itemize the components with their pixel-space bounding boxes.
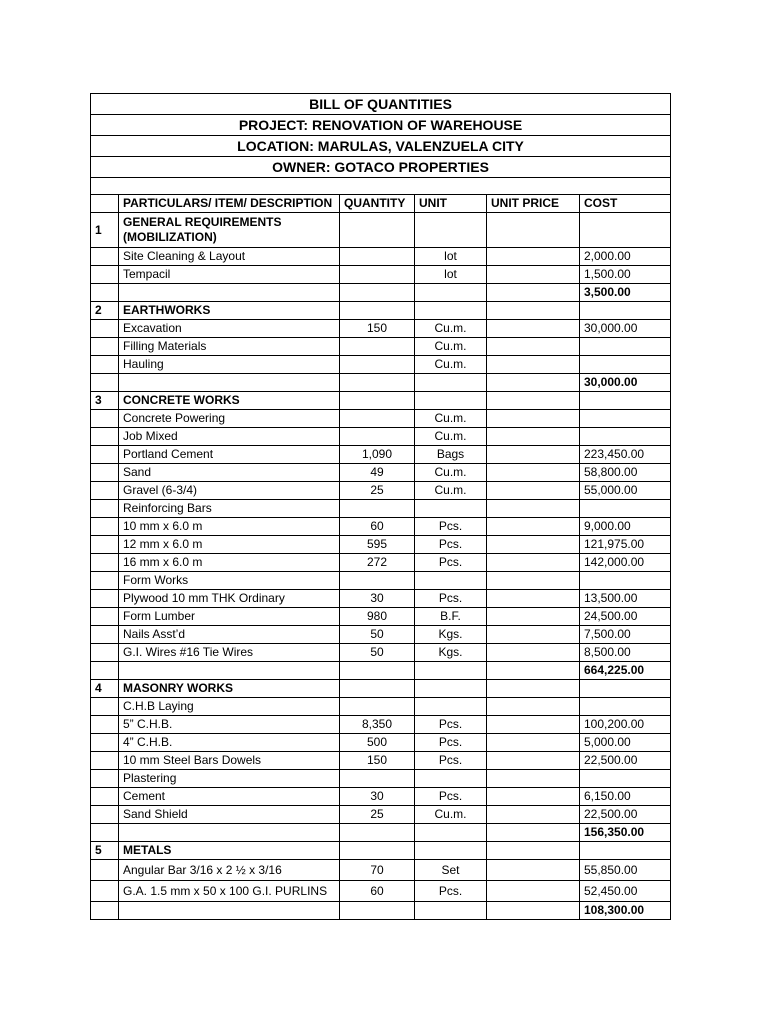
section-row (91, 680, 671, 698)
row-unit (415, 374, 487, 392)
row-quantity: 150 (340, 320, 415, 338)
row-description: Angular Bar 3/16 x 2 ½ x 3/16 (119, 860, 340, 881)
row-cost (580, 392, 671, 410)
row-quantity (340, 902, 415, 920)
row-quantity (340, 266, 415, 284)
row-description: Plywood 10 mm THK Ordinary (119, 590, 340, 608)
row-unit-price (487, 464, 580, 482)
row-description: CONCRETE WORKS (119, 392, 340, 410)
row-description: Reinforcing Bars (119, 500, 340, 518)
row-number (91, 860, 119, 881)
row-description: 10 mm x 6.0 m (119, 518, 340, 536)
item-row (91, 266, 671, 284)
row-number: 1 (91, 213, 119, 248)
row-number (91, 266, 119, 284)
item-row (91, 770, 671, 788)
row-quantity: 25 (340, 806, 415, 824)
row-cost: 5,000.00 (580, 734, 671, 752)
row-unit: Kgs. (415, 626, 487, 644)
row-unit (415, 842, 487, 860)
subtotal-row (91, 902, 671, 920)
project-line: PROJECT: RENOVATION OF WAREHOUSE (91, 115, 671, 136)
row-unit-price (487, 482, 580, 500)
item-row (91, 320, 671, 338)
row-unit: Pcs. (415, 752, 487, 770)
item-row (91, 698, 671, 716)
row-description (119, 662, 340, 680)
row-description: Job Mixed (119, 428, 340, 446)
item-row (91, 482, 671, 500)
row-number (91, 608, 119, 626)
row-unit-price (487, 698, 580, 716)
row-description: Form Lumber (119, 608, 340, 626)
row-unit-price (487, 662, 580, 680)
row-unit: Set (415, 860, 487, 881)
item-row (91, 338, 671, 356)
row-unit-price (487, 824, 580, 842)
row-unit: Cu.m. (415, 356, 487, 374)
row-unit: Pcs. (415, 554, 487, 572)
row-quantity (340, 770, 415, 788)
row-quantity: 8,350 (340, 716, 415, 734)
row-unit-price (487, 338, 580, 356)
row-number (91, 644, 119, 662)
row-cost (580, 213, 671, 248)
row-unit-price (487, 446, 580, 464)
row-number (91, 902, 119, 920)
row-number: 3 (91, 392, 119, 410)
row-unit-price (487, 356, 580, 374)
row-number (91, 716, 119, 734)
row-unit: Cu.m. (415, 806, 487, 824)
row-unit: Cu.m. (415, 482, 487, 500)
row-description: GENERAL REQUIREMENTS (MOBILIZATION) (119, 213, 340, 248)
row-cost: 7,500.00 (580, 626, 671, 644)
document-title: BILL OF QUANTITIES (91, 94, 671, 115)
row-unit-price (487, 284, 580, 302)
row-number (91, 338, 119, 356)
row-unit-price (487, 392, 580, 410)
row-description: EARTHWORKS (119, 302, 340, 320)
row-unit-price (487, 213, 580, 248)
row-unit-price (487, 428, 580, 446)
row-number (91, 464, 119, 482)
row-number (91, 248, 119, 266)
row-number (91, 554, 119, 572)
row-number (91, 590, 119, 608)
row-unit (415, 662, 487, 680)
item-row (91, 464, 671, 482)
row-unit (415, 824, 487, 842)
item-row (91, 752, 671, 770)
row-number (91, 770, 119, 788)
row-cost (580, 698, 671, 716)
row-unit: lot (415, 248, 487, 266)
row-quantity (340, 698, 415, 716)
row-cost: 142,000.00 (580, 554, 671, 572)
row-unit: Kgs. (415, 644, 487, 662)
row-unit-price (487, 881, 580, 902)
row-cost: 664,225.00 (580, 662, 671, 680)
row-unit-price (487, 248, 580, 266)
row-quantity (340, 572, 415, 590)
row-quantity (340, 680, 415, 698)
row-description: Gravel (6-3/4) (119, 482, 340, 500)
item-row (91, 734, 671, 752)
row-number (91, 626, 119, 644)
item-row (91, 860, 671, 881)
row-quantity: 49 (340, 464, 415, 482)
row-description: MASONRY WORKS (119, 680, 340, 698)
row-number: 2 (91, 302, 119, 320)
row-unit (415, 302, 487, 320)
location-line: LOCATION: MARULAS, VALENZUELA CITY (91, 136, 671, 157)
row-quantity: 25 (340, 482, 415, 500)
item-row (91, 356, 671, 374)
row-cost: 30,000.00 (580, 320, 671, 338)
row-cost: 55,000.00 (580, 482, 671, 500)
row-cost: 156,350.00 (580, 824, 671, 842)
row-cost (580, 428, 671, 446)
row-quantity: 30 (340, 590, 415, 608)
row-cost: 22,500.00 (580, 752, 671, 770)
row-number (91, 428, 119, 446)
row-cost: 121,975.00 (580, 536, 671, 554)
row-quantity: 272 (340, 554, 415, 572)
row-unit-price (487, 320, 580, 338)
row-description: Filling Materials (119, 338, 340, 356)
row-description: Tempacil (119, 266, 340, 284)
row-number (91, 806, 119, 824)
row-unit-price (487, 806, 580, 824)
row-quantity: 30 (340, 788, 415, 806)
row-number (91, 410, 119, 428)
item-row (91, 716, 671, 734)
row-unit-price (487, 302, 580, 320)
row-unit-price (487, 752, 580, 770)
section-row (91, 392, 671, 410)
row-quantity: 60 (340, 518, 415, 536)
row-cost (580, 410, 671, 428)
row-number (91, 662, 119, 680)
row-quantity: 1,090 (340, 446, 415, 464)
row-cost: 1,500.00 (580, 266, 671, 284)
row-number (91, 446, 119, 464)
row-quantity: 50 (340, 626, 415, 644)
row-unit-price (487, 770, 580, 788)
row-cost: 58,800.00 (580, 464, 671, 482)
item-row (91, 410, 671, 428)
owner-line: OWNER: GOTACO PROPERTIES (91, 157, 671, 178)
row-unit-price (487, 626, 580, 644)
column-header-unit-price: UNIT PRICE (487, 195, 580, 213)
row-number (91, 752, 119, 770)
row-cost (580, 842, 671, 860)
row-quantity (340, 428, 415, 446)
row-number (91, 284, 119, 302)
row-quantity (340, 338, 415, 356)
section-row (91, 302, 671, 320)
row-description: Form Works (119, 572, 340, 590)
row-unit (415, 680, 487, 698)
column-header-cost: COST (580, 195, 671, 213)
row-cost: 2,000.00 (580, 248, 671, 266)
row-cost: 55,850.00 (580, 860, 671, 881)
row-number: 5 (91, 842, 119, 860)
row-quantity (340, 302, 415, 320)
column-header-no (91, 195, 119, 213)
item-row (91, 881, 671, 902)
row-quantity (340, 213, 415, 248)
row-unit: Pcs. (415, 881, 487, 902)
item-row (91, 500, 671, 518)
column-header-row (91, 195, 671, 213)
row-quantity: 980 (340, 608, 415, 626)
row-unit-price (487, 680, 580, 698)
row-unit (415, 572, 487, 590)
row-description: 4” C.H.B. (119, 734, 340, 752)
row-unit: Cu.m. (415, 428, 487, 446)
row-quantity (340, 248, 415, 266)
row-unit-price (487, 536, 580, 554)
boq-table (90, 93, 671, 920)
row-number (91, 482, 119, 500)
row-unit: Pcs. (415, 734, 487, 752)
item-row (91, 806, 671, 824)
row-unit (415, 213, 487, 248)
row-quantity (340, 500, 415, 518)
row-description: C.H.B Laying (119, 698, 340, 716)
row-quantity (340, 356, 415, 374)
bill-of-quantities-sheet (90, 93, 670, 920)
row-description: Excavation (119, 320, 340, 338)
row-unit-price (487, 266, 580, 284)
row-cost (580, 338, 671, 356)
row-cost: 100,200.00 (580, 716, 671, 734)
row-unit: Pcs. (415, 788, 487, 806)
row-quantity: 150 (340, 752, 415, 770)
column-header-quantity: QUANTITY (340, 195, 415, 213)
row-quantity: 500 (340, 734, 415, 752)
row-description (119, 374, 340, 392)
row-unit: B.F. (415, 608, 487, 626)
item-row (91, 518, 671, 536)
row-unit: Cu.m. (415, 464, 487, 482)
row-description: Portland Cement (119, 446, 340, 464)
row-unit: lot (415, 266, 487, 284)
row-quantity: 595 (340, 536, 415, 554)
row-description: Sand Shield (119, 806, 340, 824)
row-unit: Pcs. (415, 590, 487, 608)
subtotal-row (91, 374, 671, 392)
row-cost: 9,000.00 (580, 518, 671, 536)
column-header-unit: UNIT (415, 195, 487, 213)
row-number: 4 (91, 680, 119, 698)
row-cost: 223,450.00 (580, 446, 671, 464)
row-number (91, 536, 119, 554)
row-unit-price (487, 608, 580, 626)
row-unit-price (487, 500, 580, 518)
row-cost: 30,000.00 (580, 374, 671, 392)
item-row (91, 446, 671, 464)
row-description (119, 284, 340, 302)
row-number (91, 698, 119, 716)
row-number (91, 500, 119, 518)
row-unit-price (487, 734, 580, 752)
row-quantity: 60 (340, 881, 415, 902)
row-unit (415, 770, 487, 788)
row-cost: 108,300.00 (580, 902, 671, 920)
row-quantity (340, 284, 415, 302)
row-number (91, 572, 119, 590)
item-row (91, 788, 671, 806)
item-row (91, 626, 671, 644)
row-quantity (340, 662, 415, 680)
row-number (91, 374, 119, 392)
row-description: Hauling (119, 356, 340, 374)
row-description: Cement (119, 788, 340, 806)
item-row (91, 428, 671, 446)
row-cost: 22,500.00 (580, 806, 671, 824)
row-description (119, 824, 340, 842)
row-number (91, 881, 119, 902)
subtotal-row (91, 662, 671, 680)
row-number (91, 734, 119, 752)
item-row (91, 248, 671, 266)
item-row (91, 572, 671, 590)
row-unit: Cu.m. (415, 410, 487, 428)
row-cost: 8,500.00 (580, 644, 671, 662)
row-quantity (340, 842, 415, 860)
row-description: Nails Asst’d (119, 626, 340, 644)
row-unit (415, 284, 487, 302)
item-row (91, 608, 671, 626)
row-unit-price (487, 644, 580, 662)
subtotal-row (91, 824, 671, 842)
row-unit (415, 698, 487, 716)
row-description: Plastering (119, 770, 340, 788)
row-number (91, 518, 119, 536)
row-unit-price (487, 860, 580, 881)
row-description (119, 902, 340, 920)
row-description: G.A. 1.5 mm x 50 x 100 G.I. PURLINS (119, 881, 340, 902)
row-quantity (340, 410, 415, 428)
row-unit (415, 500, 487, 518)
row-description: 10 mm Steel Bars Dowels (119, 752, 340, 770)
item-row (91, 536, 671, 554)
column-header-particulars: PARTICULARS/ ITEM/ DESCRIPTION (119, 195, 340, 213)
row-cost (580, 500, 671, 518)
row-unit: Cu.m. (415, 320, 487, 338)
row-description: 5” C.H.B. (119, 716, 340, 734)
subtotal-row (91, 284, 671, 302)
row-number (91, 788, 119, 806)
section-row (91, 213, 671, 248)
row-unit-price (487, 410, 580, 428)
item-row (91, 590, 671, 608)
row-cost: 52,450.00 (580, 881, 671, 902)
row-number (91, 824, 119, 842)
row-description: 12 mm x 6.0 m (119, 536, 340, 554)
row-number (91, 356, 119, 374)
row-quantity: 50 (340, 644, 415, 662)
row-unit (415, 392, 487, 410)
row-description: Concrete Powering (119, 410, 340, 428)
row-quantity: 70 (340, 860, 415, 881)
row-unit-price (487, 374, 580, 392)
item-row (91, 554, 671, 572)
row-cost (580, 770, 671, 788)
row-cost: 13,500.00 (580, 590, 671, 608)
row-quantity (340, 824, 415, 842)
row-unit-price (487, 572, 580, 590)
row-description: G.I. Wires #16 Tie Wires (119, 644, 340, 662)
row-unit-price (487, 716, 580, 734)
row-unit-price (487, 554, 580, 572)
row-description: 16 mm x 6.0 m (119, 554, 340, 572)
row-cost (580, 572, 671, 590)
row-cost: 3,500.00 (580, 284, 671, 302)
row-quantity (340, 392, 415, 410)
row-unit-price (487, 590, 580, 608)
section-row (91, 842, 671, 860)
row-unit-price (487, 518, 580, 536)
row-unit: Bags (415, 446, 487, 464)
row-unit: Pcs. (415, 518, 487, 536)
row-quantity (340, 374, 415, 392)
row-cost: 24,500.00 (580, 608, 671, 626)
row-cost (580, 356, 671, 374)
row-unit: Pcs. (415, 536, 487, 554)
row-unit: Pcs. (415, 716, 487, 734)
row-description: Sand (119, 464, 340, 482)
row-number (91, 320, 119, 338)
row-description: METALS (119, 842, 340, 860)
row-description: Site Cleaning & Layout (119, 248, 340, 266)
row-cost (580, 680, 671, 698)
item-row (91, 644, 671, 662)
row-unit-price (487, 788, 580, 806)
row-unit (415, 902, 487, 920)
row-unit-price (487, 842, 580, 860)
row-cost: 6,150.00 (580, 788, 671, 806)
row-unit: Cu.m. (415, 338, 487, 356)
row-unit-price (487, 902, 580, 920)
spacer-row (91, 178, 671, 195)
row-cost (580, 302, 671, 320)
